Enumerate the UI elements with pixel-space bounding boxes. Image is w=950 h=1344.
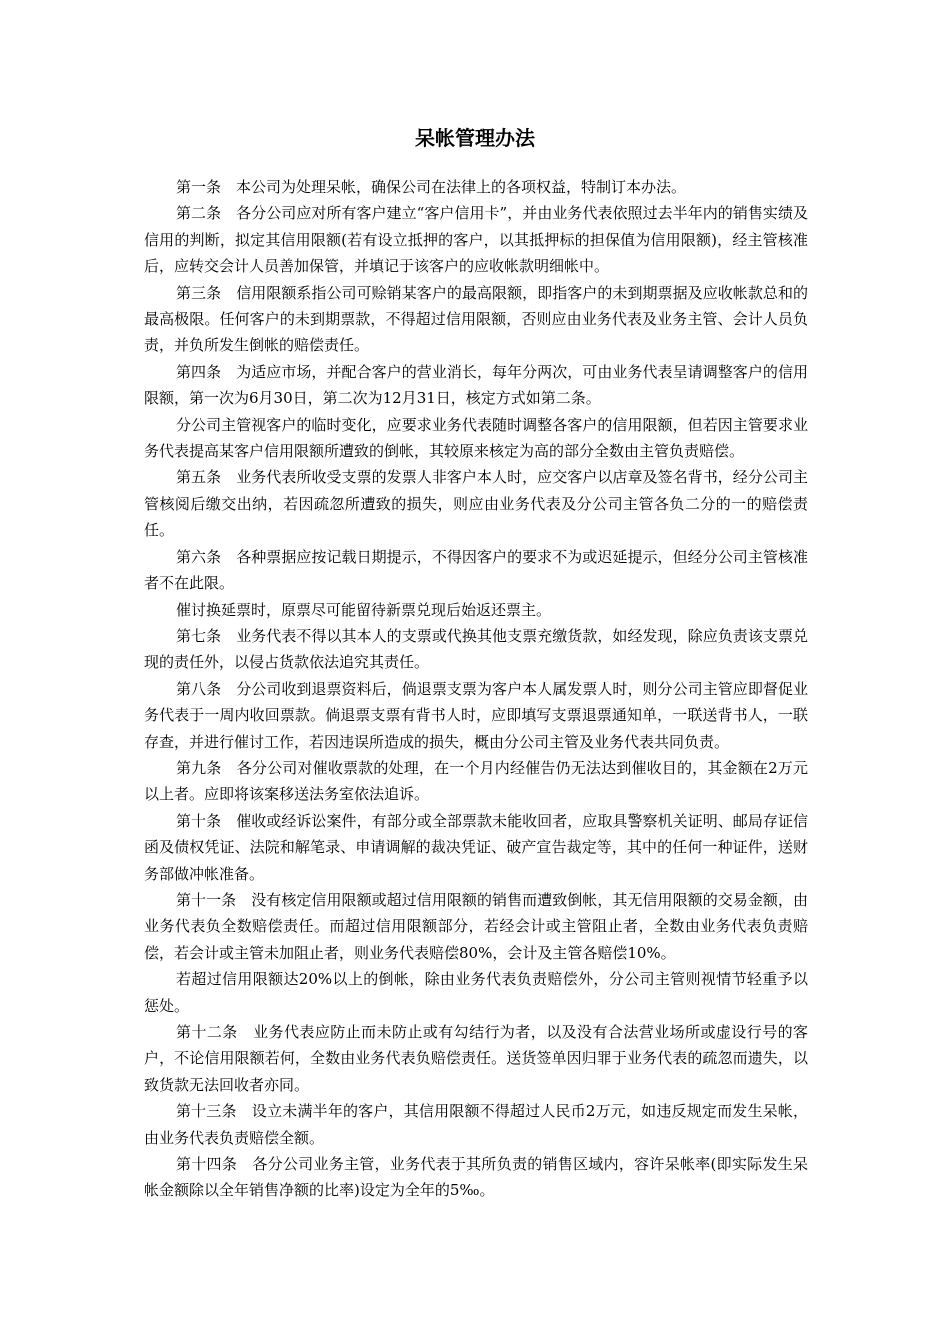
paragraph-article-14: 第十四条 各分公司业务主管，业务代表于其所负责的销售区域内，容许呆帐率(即实际发生呆帐金额除以全年销售净额的比率)设定为全年的5‰。	[144, 1155, 808, 1200]
paragraph-article-11-supplement: 若超过信用限额达20%以上的倒帐，除由业务代表负责赔偿外，分公司主管则视情节轻重予以惩处。	[144, 970, 808, 1015]
document-title: 呆帐管理办法	[415, 126, 535, 150]
paragraph-article-4: 第四条 为适应市场，并配合客户的营业消长，每年分两次，可由业务代表呈请调整客户的信用限额，第一次为6月30日，第二次为12月31日，核定方式如第二条。	[144, 362, 808, 408]
paragraph-article-9: 第九条 各分公司对催收票款的处理，在一个月内经催告仍无法达到催收目的，其金额在2万元以上者。应即将该案移送法务室依法追诉。	[144, 758, 808, 804]
paragraph-article-10: 第十条 催收或经诉讼案件，有部分或全部票款未能收回者，应取具警察机关证明、邮局存证信函及债权凭证、法院和解笔录、申请调解的裁决凭证、破产宣告裁定等，其中的任何一种证件，送财务部做冲帐准备。	[144, 811, 808, 883]
paragraph-article-6: 第六条 各种票据应按记载日期提示，不得因客户的要求不为或迟延提示，但经分公司主管核准者不在此限。	[144, 547, 808, 593]
paragraph-article-6-supplement: 催讨换延票时，原票尽可能留待新票兑现后始返还票主。	[176, 600, 552, 619]
paragraph-article-7: 第七条 业务代表不得以其本人的支票或代换其他支票充缴货款，如经发现，除应负责该支票兑现的责任外，以侵占货款依法追究其责任。	[144, 626, 808, 672]
paragraph-article-12: 第十二条 业务代表应防止而未防止或有勾结行为者，以及没有合法营业场所或虚设行号的客户，不论信用限额若何，全数由业务代表负赔偿责任。送货签单因归罪于业务代表的疏忽而遗失，以致货款无法回收者亦同。	[144, 1023, 808, 1094]
paragraph-article-8: 第八条 分公司收到退票资料后，倘退票支票为客户本人属发票人时，则分公司主管应即督促业务代表于一周内收回票款。倘退票支票有背书人时，应即填写支票退票通知单，一联送背书人，一联存查，并进行催讨工作，若因违误所造成的损失，概由分公司主管及业务代表共同负责。	[144, 679, 808, 751]
paragraph-article-1: 第一条 本公司为处理呆帐，确保公司在法律上的各项权益，特制订本办法。	[176, 178, 687, 196]
paragraph-article-5: 第五条 业务代表所收受支票的发票人非客户本人时，应交客户以店章及签名背书，经分公司主管核阅后缴交出纳，若因疏忽所遭致的损失，则应由业务代表及分公司主管各负二分的一的赔偿责任。	[144, 468, 808, 540]
paragraph-article-4-supplement: 分公司主管视客户的临时变化，应要求业务代表随时调整各客户的信用限额，但若因主管要求业务代表提高某客户信用限额所遭致的倒帐，其较原来核定为高的部分全数由主管负责赔偿。	[144, 415, 808, 461]
document-body	[144, 174, 808, 1204]
paragraph-article-13: 第十三条 设立未满半年的客户，其信用限额不得超过人民币2万元，如违反规定而发生呆帐，由业务代表负责赔偿全额。	[144, 1102, 808, 1147]
paragraph-article-2: 第二条 各分公司应对所有客户建立“客户信用卡”，并由业务代表依照过去半年内的销售实绩及信用的判断，拟定其信用限额(若有设立抵押的客户，以其抵押标的担保值为信用限额)，经主管核准后，应转交会计人员善加保管，并填记于该客户的应收帐款明细帐中。	[144, 204, 808, 276]
paragraph-article-11: 第十一条 没有核定信用限额或超过信用限额的销售而遭致倒帐，其无信用限额的交易金额，由业务代表负全数赔偿责任。而超过信用限额部分，若经会计或主管阻止者，全数由业务代表负责赔偿，若会计或主管未加阻止者，则业务代表赔偿80%，会计及主管各赔偿10%。	[144, 890, 808, 962]
paragraph-article-3: 第三条 信用限额系指公司可赊销某客户的最高限额，即指客户的未到期票据及应收帐款总和的最高极限。任何客户的未到期票款，不得超过信用限额，否则应由业务代表及业务主管、会计人员负责，并负所发生倒帐的赔偿责任。	[144, 283, 808, 355]
